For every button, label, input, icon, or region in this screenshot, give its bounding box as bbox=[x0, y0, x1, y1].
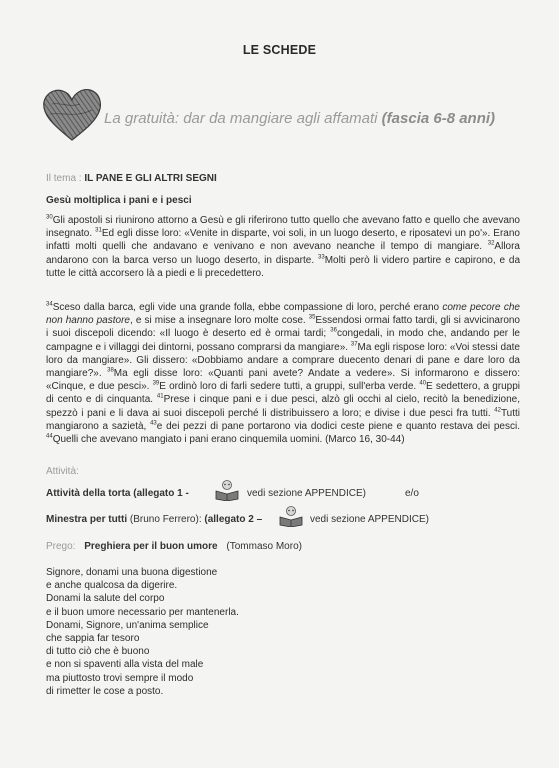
activity-ref: (allegato 2 – bbox=[204, 514, 263, 525]
verse-text: congedali, in modo che, andando per le campagne e i villaggi dei dintorni, possano comprarsi da mangiare». bbox=[46, 328, 520, 353]
activity-item-1 bbox=[46, 488, 189, 499]
verse-text: Essendosi ormai fatto tardi, gli si avvicinarono i suoi discepoli dicendo: «Il luogo è deserto ed è ormai tardi; bbox=[46, 315, 520, 340]
verse-number: 44 bbox=[46, 433, 53, 440]
verse-text: Gli apostoli si riunirono attorno a Gesù e gli riferirono tutto quello che avevano fatto e quello che avevano insegnato. bbox=[46, 215, 520, 240]
prayer-text bbox=[46, 566, 239, 698]
activity-name: Minestra per tutti bbox=[46, 514, 128, 525]
verse-number: 33 bbox=[318, 254, 325, 261]
reading-person-icon bbox=[278, 505, 304, 527]
prayer-label: Prego: bbox=[46, 541, 76, 552]
verse-number: 42 bbox=[494, 407, 501, 414]
verse-number: 38 bbox=[107, 367, 114, 374]
verse-number: 32 bbox=[487, 241, 495, 248]
verse-text: Sceso dalla barca, egli vide una grande folla, ebbe compassione di loro, perché erano bbox=[52, 302, 443, 313]
verse-number: 39 bbox=[152, 380, 160, 387]
verse-number: 31 bbox=[95, 227, 102, 234]
verse-text: Allora andarono con la barca verso un luogo deserto, in disparte. bbox=[46, 241, 520, 266]
age-range: (fascia 6-8 anni) bbox=[381, 110, 496, 127]
verse-text: Ma egli rispose loro: «Voi stessi date loro da mangiare». Gli dissero: «Dobbiamo andare a comprare duecento denari di pane e dare loro da mangiare?». bbox=[46, 341, 520, 380]
activity-1-appendix-link: vedi sezione APPENDICE) bbox=[247, 488, 366, 499]
heart-icon bbox=[40, 84, 104, 144]
verse-text: Ma egli disse loro: «Quanti pani avete? Andate a vedere». Si informarono e dissero: «Cinque, e due pesci». bbox=[46, 368, 521, 393]
theme-value: IL PANE E GLI ALTRI SEGNI bbox=[84, 173, 217, 184]
verse-text: e dei pezzi di pane portarono via dodici ceste piene e quanto restava dei pesci. bbox=[156, 420, 520, 432]
prayer-title: Preghiera per il buon umore bbox=[84, 541, 218, 552]
theme-label: Il tema : bbox=[46, 173, 82, 184]
verse-number: 41 bbox=[156, 394, 164, 401]
prayer-line: di tutto ciò che è buono bbox=[46, 646, 150, 658]
verse-number: 43 bbox=[150, 420, 157, 427]
lesson-heading bbox=[104, 110, 495, 127]
verse-text: Ed egli disse loro: «Venite in disparte, voi soli, in un luogo deserto, e riposatevi un po'». Erano infatti molti quelli che andavano e venivano e non avevano neanche il tempo di mangiare. bbox=[46, 228, 520, 253]
activity-author: (Bruno Ferrero): bbox=[129, 514, 202, 525]
prayer-author: (Tommaso Moro) bbox=[226, 541, 302, 552]
prayer-line: e il buon umore necessario per mantenerla. bbox=[46, 606, 239, 618]
section-title: Gesù moltiplica i pani e i pesci bbox=[46, 195, 192, 206]
verse-text: Molti però li videro partire e capirono, e da tutte le città accorsero là a piedi e li precedettero. bbox=[46, 254, 521, 279]
prayer-line: e anche qualcosa da digerire. bbox=[46, 580, 178, 592]
prayer-line: ma piuttosto trovi sempre il modo bbox=[46, 672, 194, 684]
activity-item-2 bbox=[46, 514, 262, 525]
activities-label: Attività: bbox=[46, 466, 79, 477]
lesson-subtitle: La gratuità: dar da mangiare agli affamati bbox=[104, 110, 378, 127]
verse-number: 35 bbox=[308, 314, 316, 321]
verse-text: Quelli che avevano mangiato i pani erano cinquemila uomini. (Marco 16, 30-44) bbox=[52, 434, 405, 446]
prayer-line: e non si spaventi alla vista del male bbox=[46, 659, 204, 671]
verse-text: , e si mise a insegnare loro molte cose. bbox=[129, 315, 306, 327]
prayer-line: Donami, Signore, un'anima semplice bbox=[46, 619, 209, 631]
verse-text: Prese i cinque pani e i due pesci, alzò gli occhi al cielo, recitò la benedizione, spezzò i pani e li dava ai suoi discepoli perché li distribuissero a loro; e divise i due pesci fra tutti. bbox=[46, 394, 520, 419]
prayer-line: che sappia far tesoro bbox=[46, 633, 140, 645]
verse-text: Tutti mangiarono a sazietà, bbox=[46, 407, 521, 432]
verse-text: E sedettero, a gruppi di cento e di cinquanta. bbox=[46, 381, 521, 406]
reading-person-icon bbox=[214, 479, 240, 501]
verse-number: 40 bbox=[419, 380, 427, 387]
activity-conjunction: e/o bbox=[405, 488, 419, 499]
reading-paragraph-2 bbox=[46, 301, 520, 446]
verse-number: 37 bbox=[350, 341, 358, 348]
verse-number: 36 bbox=[330, 328, 337, 335]
prayer-line: Signore, donami una buona digestione bbox=[46, 567, 218, 578]
prayer-header bbox=[46, 541, 302, 552]
verse-italic: come pecore che non hanno pastore bbox=[46, 302, 520, 327]
reading-paragraph-1 bbox=[46, 214, 520, 280]
prayer-line: Donami la salute del corpo bbox=[46, 593, 165, 605]
page-title: LE SCHEDE bbox=[242, 43, 317, 57]
theme-line bbox=[46, 173, 217, 184]
activity-2-appendix-link: vedi sezione APPENDICE) bbox=[310, 514, 429, 525]
activity-name: Attività della torta bbox=[46, 488, 131, 499]
verse-number: 30 bbox=[46, 214, 53, 221]
verse-number: 34 bbox=[46, 301, 53, 308]
verse-text: E ordinò loro di farli sedere tutti, a gruppi, sull'erba verde. bbox=[159, 381, 417, 393]
activity-ref: (allegato 1 - bbox=[133, 488, 189, 499]
prayer-line: di rimetter le cose a posto. bbox=[46, 685, 164, 697]
